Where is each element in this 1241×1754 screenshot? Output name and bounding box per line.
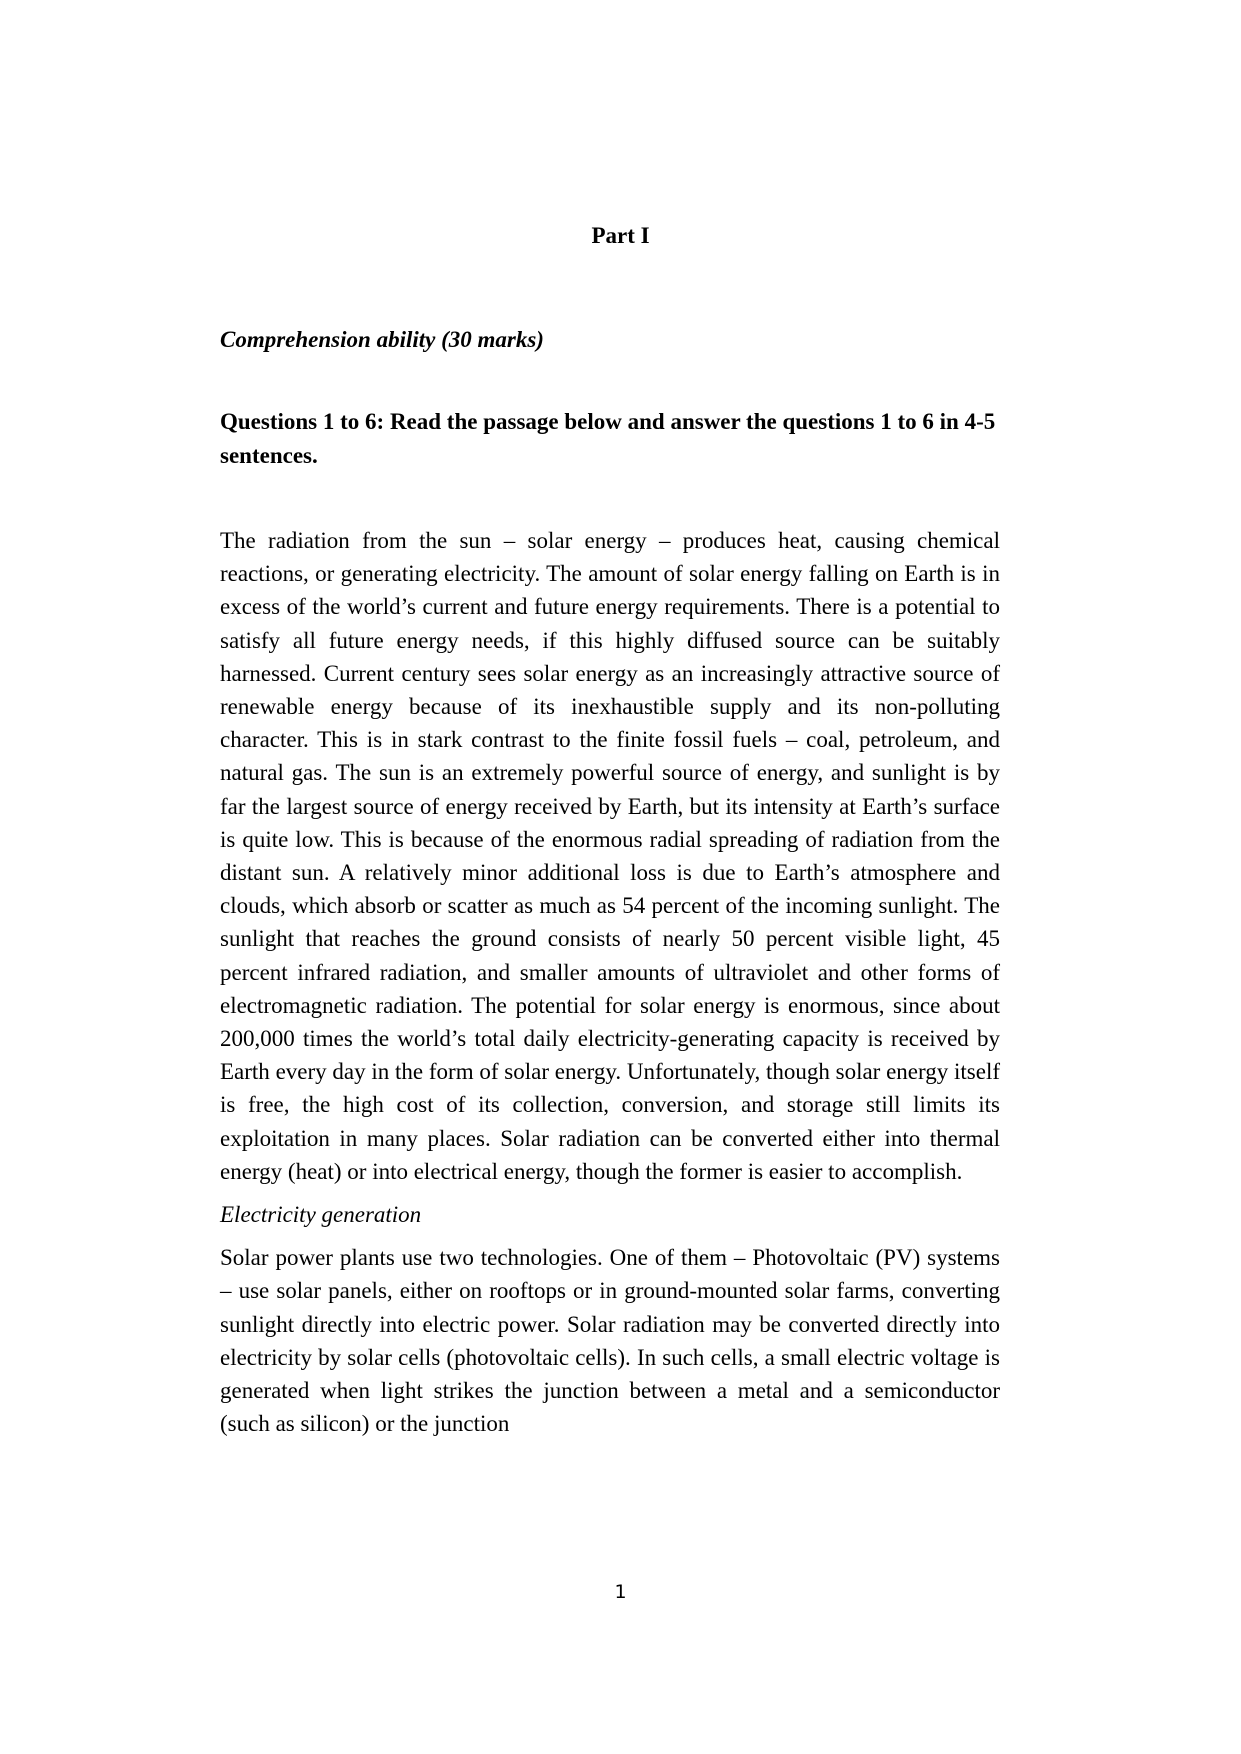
passage — [220, 524, 1000, 1440]
passage-paragraph-1: The radiation from the sun – solar energy – produces heat, causing chemical reactions, or generating electricity. The amount of solar energy falling on Earth is in excess of the world’s current and future energy requirements. There is a potential to satisfy all future energy needs, if this highly diffused source can be suitably harnessed. Current century sees solar energy as an increasingly attractive source of renewable energy because of its inexhaustible supply and its non-polluting character. This is in stark contrast to the finite fossil fuels – coal, petroleum, and natural gas. The sun is an extremely powerful source of energy, and sunlight is by far the largest source of energy received by Earth, but its intensity at Earth’s surface is quite low. This is because of the enormous radial spreading of radiation from the distant sun. A relatively minor additional loss is due to Earth’s atmosphere and clouds, which absorb or scatter as much as 54 percent of the incoming sunlight. The sunlight that reaches the ground consists of nearly 50 percent visible light, 45 percent infrared radiation, and smaller amounts of ultraviolet and other forms of electromagnetic radiation. The potential for solar energy is enormous, since about 200,000 times the world’s total daily electricity-generating capacity is received by Earth every day in the form of solar energy. Unfortunately, though solar energy itself is free, the high cost of its collection, conversion, and storage still limits its exploitation in many places. Solar radiation can be converted either into thermal energy (heat) or into electrical energy, though the former is easier to accomplish. — [220, 528, 1000, 1184]
page-title: Part I — [591, 223, 650, 248]
passage-paragraph-2: Solar power plants use two technologies. One of them – Photovoltaic (PV) systems – use solar panels, either on rooftops or in ground-mounted solar farms, converting sunlight directly into electric power. Solar radiation may be converted directly into electricity by solar cells (photovoltaic cells). In such cells, a small electric voltage is generated when light strikes the junction between a metal and a semiconductor (such as silicon) or the junction — [220, 1245, 1000, 1437]
passage-subheading: Electricity generation — [220, 1202, 422, 1228]
section-heading: Comprehension ability (30 marks) — [220, 327, 544, 352]
question-instructions: Questions 1 to 6: Read the passage below and answer the questions 1 to 6 in 4-5 sentences. — [220, 409, 996, 468]
page-number: 1 — [614, 1581, 627, 1603]
